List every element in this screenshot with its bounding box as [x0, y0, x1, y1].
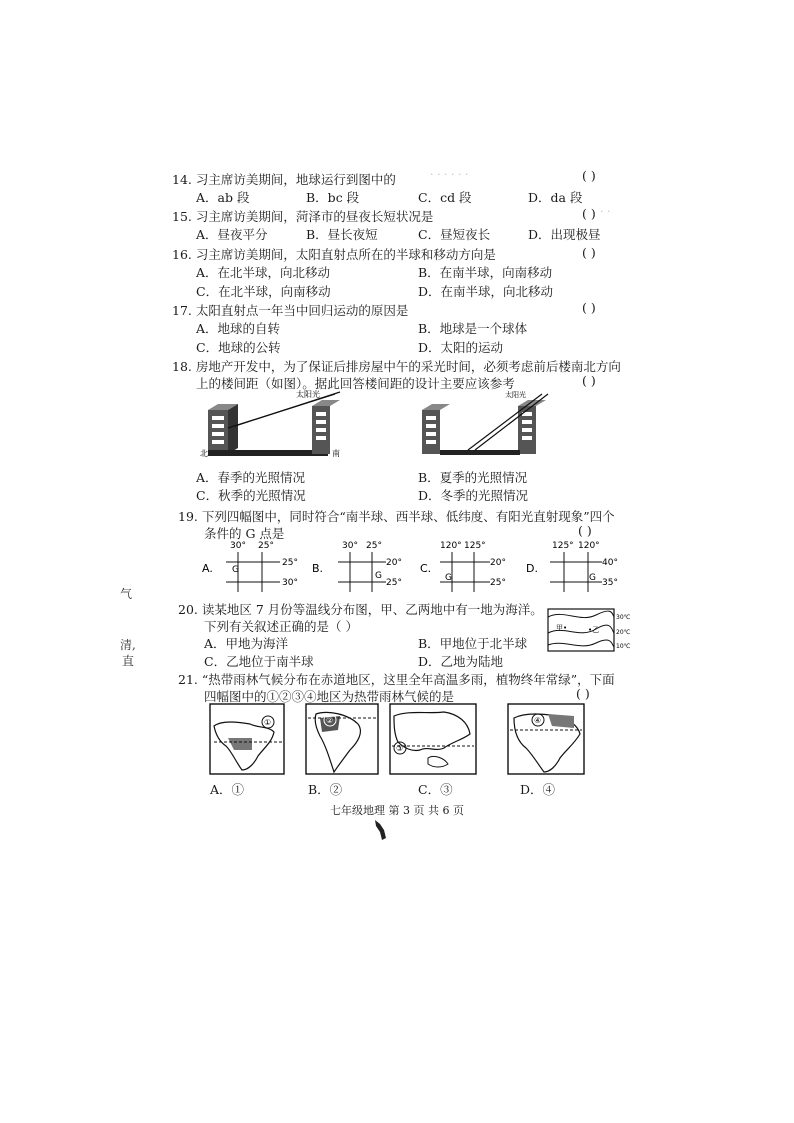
- grid-option-b: [312, 541, 402, 592]
- q18-option-c[interactable]: C．秋季的光照情况: [196, 488, 306, 503]
- answer-blank-21[interactable]: ( ): [576, 686, 590, 701]
- point-yi: •乙: [588, 626, 600, 634]
- svg-text:20°: 20°: [386, 558, 402, 568]
- map-mark-2: ②: [326, 716, 334, 725]
- svg-text:20°: 20°: [490, 558, 506, 568]
- south-label: 南: [332, 449, 340, 458]
- question-21-stem: 21. “热带雨林气候分布在赤道地区，这里全年高温多雨，植物终年常绿”，下面: [178, 672, 615, 687]
- map-mark-4: ④: [534, 716, 542, 725]
- q18-option-d[interactable]: D．冬季的光照情况: [418, 488, 529, 503]
- map-2: [306, 704, 378, 774]
- answer-blank-17[interactable]: ( ): [582, 300, 596, 315]
- question-14-stem: 14. 习主席访美期间，地球运行到图中的: [172, 172, 396, 187]
- q17-option-d[interactable]: D．太阳的运动: [418, 340, 504, 355]
- grid-option-d: [526, 541, 618, 592]
- svg-text:25°: 25°: [386, 578, 402, 588]
- q21-option-d[interactable]: D．④: [520, 782, 556, 797]
- svg-text:120°: 120°: [578, 541, 600, 551]
- q15-option-d[interactable]: D．出现极昼: [528, 227, 601, 242]
- q15-option-a[interactable]: A．昼夜平分: [196, 227, 268, 242]
- question-20-stem-line2: 下列有关叙述正确的是（ ）: [204, 619, 358, 634]
- sunlight-label-right: 太阳光: [505, 391, 526, 399]
- svg-text:120°: 120°: [440, 541, 462, 551]
- question-17-stem: 17. 太阳直射点一年当中回归运动的原因是: [172, 303, 409, 318]
- svg-text:40°: 40°: [602, 558, 618, 568]
- building-diagram-left: [200, 389, 340, 458]
- q20-option-b[interactable]: B．甲地位于北半球: [418, 636, 528, 651]
- q16-option-d[interactable]: D．在南半球，向北移动: [418, 284, 554, 299]
- q16-option-b[interactable]: B．在南半球，向南移动: [418, 265, 553, 280]
- sunlight-label-left: 太阳光: [296, 390, 320, 399]
- map-mark-1: ①: [264, 718, 272, 727]
- q15-option-b[interactable]: B．昼长夜短: [306, 227, 378, 242]
- q18-option-b[interactable]: B．夏季的光照情况: [418, 470, 528, 485]
- svg-text:A.: A.: [202, 562, 213, 575]
- svg-text:25°: 25°: [366, 541, 382, 551]
- scan-smudge: [372, 818, 392, 844]
- map-3: [390, 704, 476, 774]
- q18-option-a[interactable]: A．春季的光照情况: [196, 470, 306, 485]
- q21-option-c[interactable]: C．③: [418, 782, 453, 797]
- question-18-stem-line2: 上的楼间距（如图）。据此回答楼间距的设计主要应该参考: [196, 376, 515, 391]
- svg-text:125°: 125°: [552, 541, 574, 551]
- q20-option-d[interactable]: D．乙地为陆地: [418, 654, 504, 669]
- page-footer: 七年级地理 第 3 页 共 6 页: [330, 804, 464, 817]
- answer-blank-15[interactable]: ( ): [582, 206, 596, 221]
- q17-option-a[interactable]: A．地球的自转: [196, 321, 281, 336]
- q14-option-b[interactable]: B．bc 段: [306, 190, 360, 205]
- isotherm-30: 30℃: [616, 614, 631, 621]
- q14-option-c[interactable]: C．cd 段: [418, 190, 472, 205]
- climate-maps: [208, 702, 588, 778]
- isotherm-20: 20℃: [616, 629, 631, 636]
- bleed-through-text: · ·: [600, 205, 611, 218]
- q14-option-a[interactable]: A．ab 段: [196, 190, 250, 205]
- margin-char: 气: [120, 587, 133, 601]
- question-19-stem-line2: 条件的 G 点是: [204, 526, 285, 541]
- q21-option-a[interactable]: A．①: [210, 782, 245, 797]
- q21-option-b[interactable]: B．②: [308, 782, 343, 797]
- answer-blank-16[interactable]: ( ): [582, 245, 596, 260]
- answer-blank-18[interactable]: ( ): [582, 373, 596, 388]
- margin-char: 直: [122, 654, 135, 668]
- bleed-through-text: · · · · · ·: [430, 168, 469, 181]
- svg-text:G: G: [232, 565, 239, 575]
- isotherm-map: [546, 607, 636, 653]
- margin-char: 清,: [120, 638, 136, 652]
- question-15-stem: 15. 习主席访美期间，菏泽市的昼夜长短状况是: [172, 209, 434, 224]
- q16-option-a[interactable]: A．在北半球，向北移动: [196, 265, 331, 280]
- q17-option-c[interactable]: C．地球的公转: [196, 340, 281, 355]
- building-diagram-right: [422, 390, 548, 455]
- map-1: [210, 704, 284, 774]
- svg-text:125°: 125°: [464, 541, 486, 551]
- q17-option-b[interactable]: B．地球是一个球体: [418, 321, 528, 336]
- svg-text:30°: 30°: [230, 541, 246, 551]
- svg-text:25°: 25°: [490, 578, 506, 588]
- question-21-stem-line2: 四幅图中的①②③④地区为热带雨林气候的是: [204, 689, 455, 704]
- svg-text:G: G: [445, 573, 452, 583]
- north-label: 北: [200, 449, 208, 458]
- isotherm-10: 10℃: [616, 643, 631, 650]
- building-spacing-figure: [200, 388, 560, 460]
- q20-option-c[interactable]: C．乙地位于南半球: [204, 654, 314, 669]
- grid-option-a: [202, 541, 298, 592]
- svg-text:B.: B.: [312, 562, 324, 575]
- point-jia: 甲•: [556, 624, 568, 632]
- svg-text:D.: D.: [526, 562, 538, 575]
- svg-text:G: G: [589, 573, 596, 583]
- svg-text:C.: C.: [420, 562, 432, 575]
- question-16-stem: 16. 习主席访美期间，太阳直射点所在的半球和移动方向是: [172, 247, 496, 262]
- svg-text:35°: 35°: [602, 578, 618, 588]
- svg-text:25°: 25°: [258, 541, 274, 551]
- q16-option-c[interactable]: C．在北半球，向南移动: [196, 284, 331, 299]
- svg-text:30°: 30°: [282, 578, 298, 588]
- question-20-stem: 20. 读某地区 7 月份等温线分布图，甲、乙两地中有一地为海洋。: [178, 602, 543, 617]
- lat-lon-grids: [200, 538, 630, 594]
- question-19-stem: 19. 下列四幅图中，同时符合“南半球、西半球、低纬度、有阳光直射现象”四个: [178, 509, 615, 524]
- answer-blank-19[interactable]: ( ): [578, 523, 592, 538]
- map-mark-3: ③: [396, 744, 404, 753]
- question-18-stem: 18. 房地产开发中，为了保证后排房屋中午的采光时间，必须考虑前后楼南北方向: [172, 359, 621, 374]
- grid-option-c: [420, 541, 506, 592]
- svg-text:30°: 30°: [342, 541, 358, 551]
- answer-blank-14[interactable]: ( ): [582, 168, 596, 183]
- svg-text:G: G: [375, 571, 382, 581]
- q15-option-c[interactable]: C．昼短夜长: [418, 227, 491, 242]
- q20-option-a[interactable]: A．甲地为海洋: [204, 636, 289, 651]
- svg-text:25°: 25°: [282, 558, 298, 568]
- map-4: [508, 704, 584, 774]
- q14-option-d[interactable]: D．da 段: [528, 190, 583, 205]
